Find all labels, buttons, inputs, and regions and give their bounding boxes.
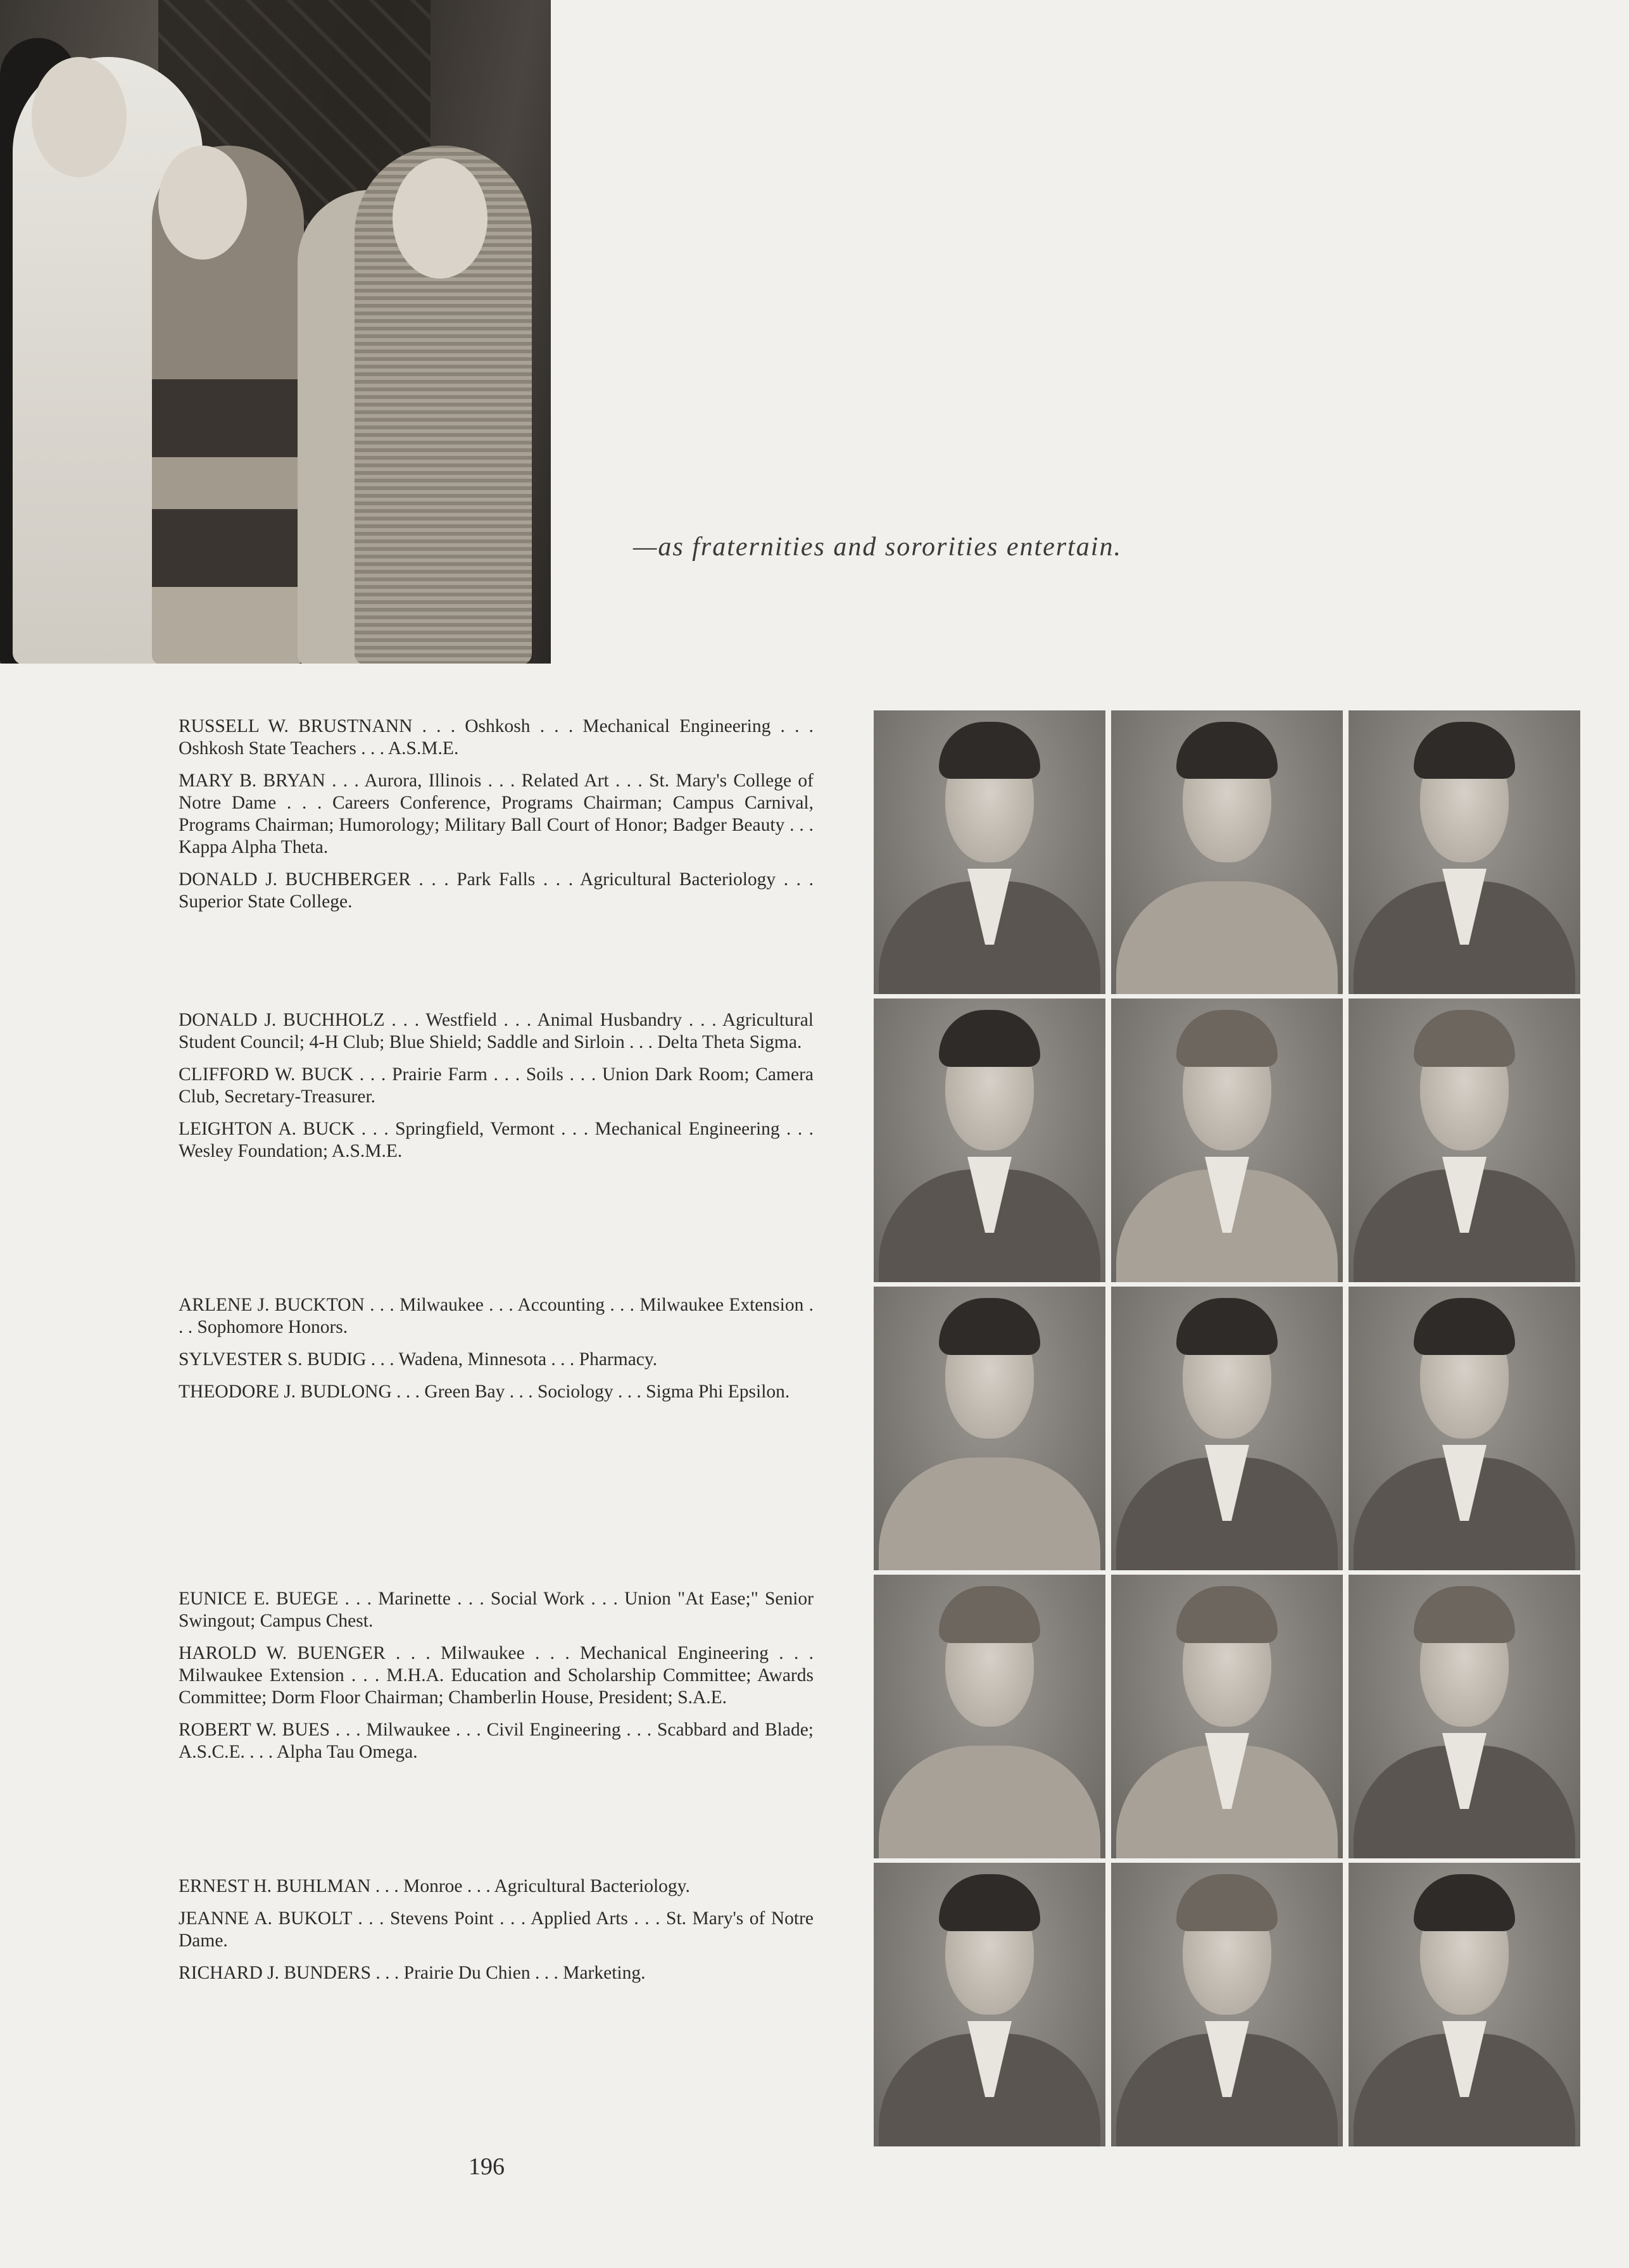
portrait-photo [1349, 1863, 1580, 2146]
biography-entry: RICHARD J. BUNDERS . . . Prairie Du Chien . . . Marketing. [179, 1963, 646, 1983]
biography-entry: SYLVESTER S. BUDIG . . . Wadena, Minnesota . . . Pharmacy. [179, 1349, 658, 1370]
portrait-photo [874, 1287, 1105, 1570]
group-photo [0, 0, 551, 664]
biography-entry: HAROLD W. BUENGER . . . Milwaukee . . . Mechanical Engineering . . . Milwaukee Extension . . . M.H.A. Education and Scholarship Committee; Awards Committee; Dorm Floor Chairman; Chamberlin House, President; S.A.E. [179, 1643, 814, 1708]
photo-caption: —as fraternities and sororities entertain. [633, 532, 1122, 562]
biography-entry: RUSSELL W. BRUSTNANN . . . Oshkosh . . . Mechanical Engineering . . . Oshkosh State Teachers . . . A.S.M.E. [179, 716, 814, 759]
portrait-photo [1111, 999, 1343, 1282]
entry-group-3 [179, 1294, 814, 1413]
biography-entry: THEODORE J. BUDLONG . . . Green Bay . . . Sociology . . . Sigma Phi Epsilon. [179, 1382, 790, 1402]
biography-entry: DONALD J. BUCHHOLZ . . . Westfield . . . Animal Husbandry . . . Agricultural Student Council; 4-H Club; Blue Shield; Saddle and Sirloin . . . Delta Theta Sigma. [179, 1010, 814, 1052]
portrait-photo [1349, 710, 1580, 994]
biography-entry: JEANNE A. BUKOLT . . . Stevens Point . . . Applied Arts . . . St. Mary's of Notre Dame. [179, 1908, 814, 1951]
portrait-photo [874, 1575, 1105, 1858]
entry-group-5 [179, 1875, 814, 1994]
portrait-photo [874, 1863, 1105, 2146]
portrait-grid [874, 710, 1580, 2146]
head-1 [32, 57, 127, 177]
portrait-photo [1111, 1575, 1343, 1858]
entry-group-1 [179, 715, 814, 923]
portrait-photo [874, 999, 1105, 1282]
biography-entry: MARY B. BRYAN . . . Aurora, Illinois . . . Related Art . . . St. Mary's College of Notre Dame . . . Careers Conference, Programs Chairman; Campus Carnival, Programs Chairman; Humorology; Military Ball Court of Honor; Badger Beauty . . . Kappa Alpha Theta. [179, 771, 814, 857]
portrait-photo [1111, 1863, 1343, 2146]
portrait-photo [1111, 710, 1343, 994]
biography-entry: LEIGHTON A. BUCK . . . Springfield, Vermont . . . Mechanical Engineering . . . Wesley Foundation; A.S.M.E. [179, 1119, 814, 1161]
portrait-photo [1111, 1287, 1343, 1570]
portrait-photo [874, 710, 1105, 994]
portrait-photo [1349, 1575, 1580, 1858]
biography-entry: ROBERT W. BUES . . . Milwaukee . . . Civil Engineering . . . Scabbard and Blade; A.S.C.E. . . . Alpha Tau Omega. [179, 1720, 814, 1762]
biography-entry: EUNICE E. BUEGE . . . Marinette . . . Social Work . . . Union "At Ease;" Senior Swingout; Campus Chest. [179, 1589, 814, 1631]
entry-group-2 [179, 1009, 814, 1173]
biography-entry: DONALD J. BUCHBERGER . . . Park Falls . . . Agricultural Bacteriology . . . Superior State College. [179, 869, 814, 912]
portrait-photo [1349, 999, 1580, 1282]
biography-entry: ERNEST H. BUHLMAN . . . Monroe . . . Agricultural Bacteriology. [179, 1876, 690, 1896]
portrait-photo [1349, 1287, 1580, 1570]
biography-entry: ARLENE J. BUCKTON . . . Milwaukee . . . Accounting . . . Milwaukee Extension . . . Sophomore Honors. [179, 1295, 814, 1337]
page-number: 196 [469, 2153, 505, 2180]
biography-entry: CLIFFORD W. BUCK . . . Prairie Farm . . . Soils . . . Union Dark Room; Camera Club, Secretary-Treasurer. [179, 1064, 814, 1107]
head-2 [158, 146, 247, 260]
entry-group-4 [179, 1588, 814, 1773]
head-3 [393, 158, 487, 279]
